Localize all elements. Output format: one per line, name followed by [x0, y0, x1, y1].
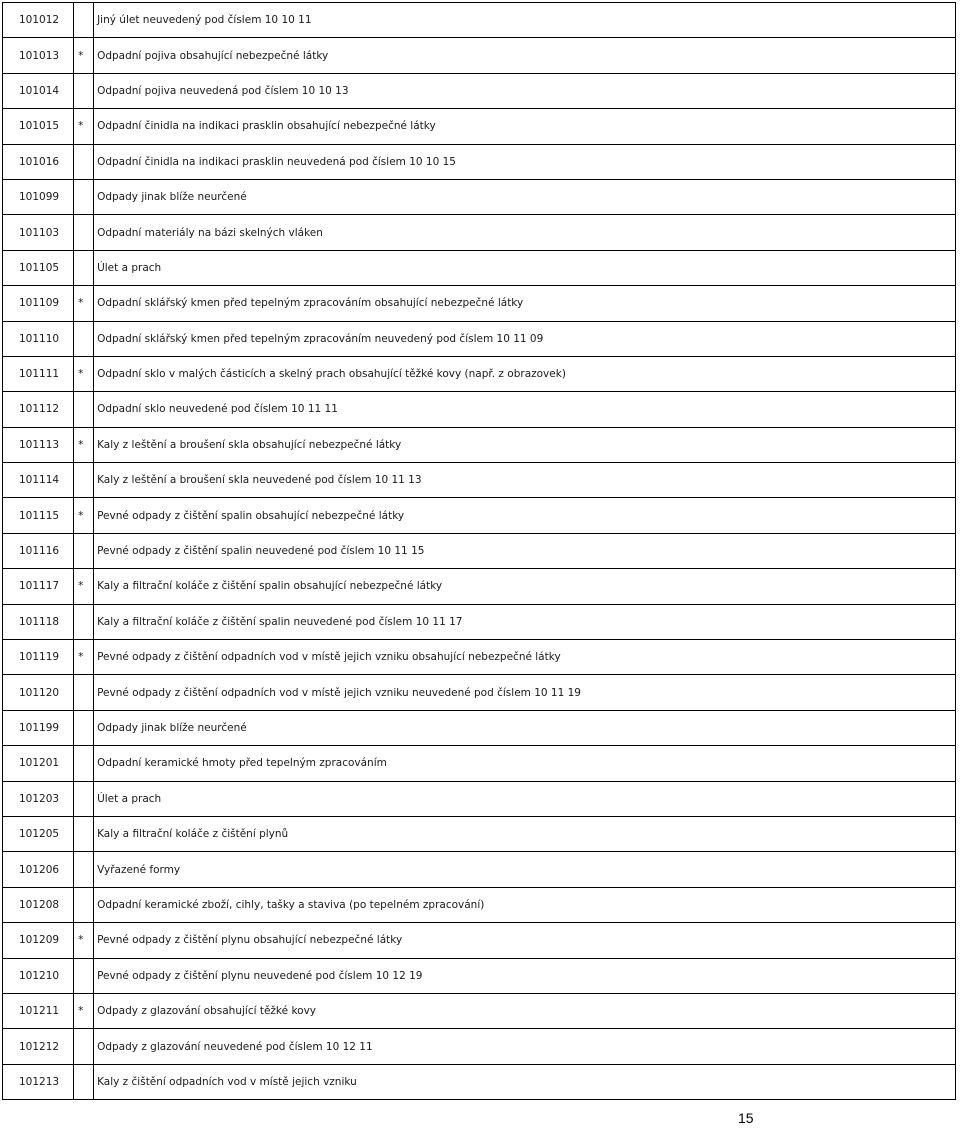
waste-description-cell: Odpady z glazování obsahující těžké kovy — [94, 993, 956, 1028]
waste-code-cell: 101110 — [3, 321, 74, 356]
hazard-flag-cell — [74, 250, 94, 285]
waste-description-cell: Odpadní materiály na bázi skelných vláken — [94, 215, 956, 250]
hazard-flag-cell — [74, 746, 94, 781]
table-row — [3, 958, 956, 993]
table-row — [3, 816, 956, 851]
table-row — [3, 463, 956, 498]
hazard-flag-cell: * — [74, 286, 94, 321]
hazard-flag-cell — [74, 3, 94, 38]
table-row — [3, 498, 956, 533]
waste-description-cell: Odpady z glazování neuvedené pod číslem 10 12 11 — [94, 1029, 956, 1064]
waste-code-cell: 101115 — [3, 498, 74, 533]
table-row — [3, 3, 956, 38]
hazard-flag-cell — [74, 710, 94, 745]
hazard-flag-cell: * — [74, 109, 94, 144]
hazard-flag-cell — [74, 887, 94, 922]
waste-description-cell: Odpadní keramické hmoty před tepelným zpracováním — [94, 746, 956, 781]
waste-code-cell: 101120 — [3, 675, 74, 710]
waste-code-cell: 101203 — [3, 781, 74, 816]
table-row — [3, 710, 956, 745]
waste-code-cell: 101015 — [3, 109, 74, 144]
waste-description-cell: Úlet a prach — [94, 250, 956, 285]
waste-code-cell: 101014 — [3, 73, 74, 108]
waste-description-cell: Pevné odpady z čištění odpadních vod v místě jejich vzniku neuvedené pod číslem 10 11 19 — [94, 675, 956, 710]
hazard-flag-cell — [74, 144, 94, 179]
waste-code-cell: 101099 — [3, 179, 74, 214]
table-row — [3, 569, 956, 604]
table-row — [3, 640, 956, 675]
waste-code-cell: 101109 — [3, 286, 74, 321]
waste-description-cell: Odpadní pojiva neuvedená pod číslem 10 10 13 — [94, 73, 956, 108]
waste-code-cell: 101206 — [3, 852, 74, 887]
waste-description-cell: Pevné odpady z čištění odpadních vod v místě jejich vzniku obsahující nebezpečné látky — [94, 640, 956, 675]
hazard-flag-cell: * — [74, 640, 94, 675]
hazard-flag-cell — [74, 463, 94, 498]
hazard-flag-cell: * — [74, 569, 94, 604]
table-row — [3, 993, 956, 1028]
hazard-flag-cell: * — [74, 427, 94, 462]
waste-code-cell: 101113 — [3, 427, 74, 462]
table-row — [3, 1029, 956, 1064]
waste-code-cell: 101012 — [3, 3, 74, 38]
waste-code-cell: 101016 — [3, 144, 74, 179]
waste-description-cell: Odpadní pojiva obsahující nebezpečné látky — [94, 38, 956, 73]
table-row — [3, 427, 956, 462]
hazard-flag-cell — [74, 781, 94, 816]
waste-code-cell: 101111 — [3, 356, 74, 391]
waste-description-cell: Pevné odpady z čištění plynu neuvedené pod číslem 10 12 19 — [94, 958, 956, 993]
hazard-flag-cell — [74, 73, 94, 108]
waste-description-cell: Pevné odpady z čištění spalin neuvedené pod číslem 10 11 15 — [94, 533, 956, 568]
waste-description-cell: Odpadní činidla na indikaci prasklin obsahující nebezpečné látky — [94, 109, 956, 144]
waste-code-cell: 101210 — [3, 958, 74, 993]
waste-code-cell: 101205 — [3, 816, 74, 851]
waste-description-cell: Odpadní keramické zboží, cihly, tašky a staviva (po tepelném zpracování) — [94, 887, 956, 922]
waste-description-cell: Vyřazené formy — [94, 852, 956, 887]
waste-description-cell: Odpadní sklářský kmen před tepelným zpracováním neuvedený pod číslem 10 11 09 — [94, 321, 956, 356]
table-row — [3, 109, 956, 144]
table-row — [3, 1064, 956, 1099]
hazard-flag-cell — [74, 604, 94, 639]
table-row — [3, 179, 956, 214]
waste-description-cell: Odpadní sklářský kmen před tepelným zpracováním obsahující nebezpečné látky — [94, 286, 956, 321]
waste-code-cell: 101201 — [3, 746, 74, 781]
hazard-flag-cell — [74, 392, 94, 427]
hazard-flag-cell — [74, 852, 94, 887]
table-row — [3, 38, 956, 73]
table-row — [3, 286, 956, 321]
waste-code-cell: 101119 — [3, 640, 74, 675]
table-row — [3, 73, 956, 108]
hazard-flag-cell — [74, 533, 94, 568]
table-row — [3, 675, 956, 710]
waste-code-cell: 101117 — [3, 569, 74, 604]
waste-description-cell: Kaly z leštění a broušení skla neuvedené pod číslem 10 11 13 — [94, 463, 956, 498]
waste-code-cell: 101112 — [3, 392, 74, 427]
waste-description-cell: Úlet a prach — [94, 781, 956, 816]
waste-code-cell: 101114 — [3, 463, 74, 498]
hazard-flag-cell: * — [74, 993, 94, 1028]
waste-code-cell: 101209 — [3, 923, 74, 958]
waste-code-cell: 101116 — [3, 533, 74, 568]
waste-description-cell: Odpadní sklo v malých částicích a skelný prach obsahující těžké kovy (např. z obrazovek) — [94, 356, 956, 391]
hazard-flag-cell — [74, 179, 94, 214]
waste-description-cell: Pevné odpady z čištění spalin obsahující nebezpečné látky — [94, 498, 956, 533]
waste-code-cell: 101208 — [3, 887, 74, 922]
waste-code-cell: 101103 — [3, 215, 74, 250]
hazard-flag-cell — [74, 1064, 94, 1099]
waste-description-cell: Pevné odpady z čištění plynu obsahující nebezpečné látky — [94, 923, 956, 958]
waste-code-cell: 101199 — [3, 710, 74, 745]
table-row — [3, 781, 956, 816]
hazard-flag-cell: * — [74, 498, 94, 533]
table-row — [3, 215, 956, 250]
waste-code-cell: 101118 — [3, 604, 74, 639]
table-row — [3, 923, 956, 958]
waste-description-cell: Kaly a filtrační koláče z čištění spalin neuvedené pod číslem 10 11 17 — [94, 604, 956, 639]
waste-description-cell: Kaly z leštění a broušení skla obsahující nebezpečné látky — [94, 427, 956, 462]
hazard-flag-cell — [74, 958, 94, 993]
waste-description-cell: Odpadní činidla na indikaci prasklin neuvedená pod číslem 10 10 15 — [94, 144, 956, 179]
waste-description-cell: Odpady jinak blíže neurčené — [94, 710, 956, 745]
waste-description-cell: Kaly z čištění odpadních vod v místě jejich vzniku — [94, 1064, 956, 1099]
waste-description-cell: Odpady jinak blíže neurčené — [94, 179, 956, 214]
waste-description-cell: Odpadní sklo neuvedené pod číslem 10 11 11 — [94, 392, 956, 427]
table-row — [3, 852, 956, 887]
hazard-flag-cell: * — [74, 38, 94, 73]
table-row — [3, 533, 956, 568]
hazard-flag-cell — [74, 675, 94, 710]
table-row — [3, 356, 956, 391]
waste-code-cell: 101105 — [3, 250, 74, 285]
table-row — [3, 392, 956, 427]
table-row — [3, 604, 956, 639]
page-number: 15 — [738, 1110, 754, 1126]
table-row — [3, 144, 956, 179]
table-row — [3, 250, 956, 285]
hazard-flag-cell — [74, 215, 94, 250]
waste-code-cell: 101013 — [3, 38, 74, 73]
hazard-flag-cell: * — [74, 356, 94, 391]
waste-code-cell: 101213 — [3, 1064, 74, 1099]
waste-catalogue-body — [3, 3, 956, 1100]
waste-catalogue-table — [2, 2, 956, 1100]
waste-description-cell: Kaly a filtrační koláče z čištění spalin obsahující nebezpečné látky — [94, 569, 956, 604]
table-row — [3, 321, 956, 356]
waste-code-cell: 101211 — [3, 993, 74, 1028]
hazard-flag-cell — [74, 816, 94, 851]
waste-description-cell: Kaly a filtrační koláče z čištění plynů — [94, 816, 956, 851]
table-row — [3, 887, 956, 922]
waste-description-cell: Jiný úlet neuvedený pod číslem 10 10 11 — [94, 3, 956, 38]
hazard-flag-cell — [74, 321, 94, 356]
hazard-flag-cell — [74, 1029, 94, 1064]
table-row — [3, 746, 956, 781]
waste-code-cell: 101212 — [3, 1029, 74, 1064]
hazard-flag-cell: * — [74, 923, 94, 958]
